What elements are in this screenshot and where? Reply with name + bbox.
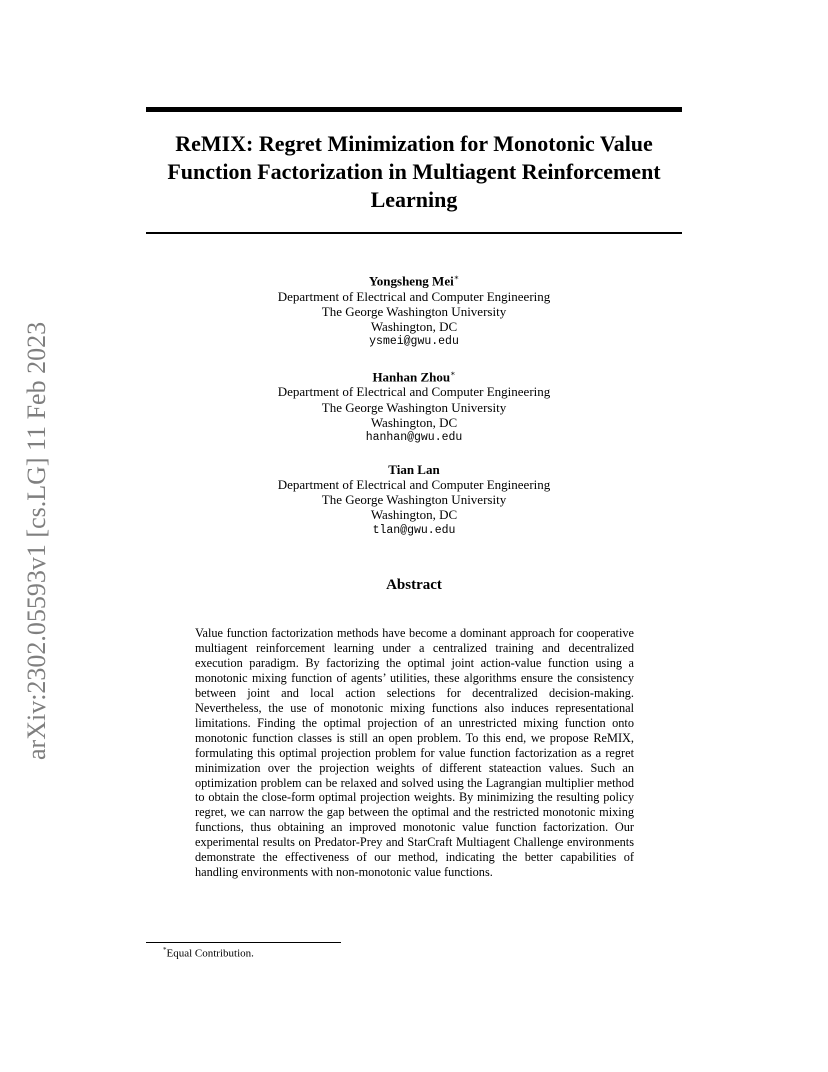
footnote-marker: * bbox=[163, 946, 167, 954]
arxiv-stamp: arXiv:2302.05593v1 [cs.LG] 11 Feb 2023 bbox=[22, 321, 51, 760]
author-entry bbox=[146, 462, 682, 538]
footnote bbox=[163, 946, 254, 960]
title-line: Learning bbox=[370, 187, 458, 212]
equal-contribution-marker: ∗ bbox=[453, 273, 460, 282]
author-university: The George Washington University bbox=[321, 492, 507, 508]
author-location: Washington, DC bbox=[370, 318, 458, 334]
author-name: Hanhan Zhou bbox=[372, 369, 451, 385]
author-entry bbox=[146, 366, 682, 445]
title-line: ReMIX: Regret Minimization for Monotonic Value bbox=[175, 131, 653, 156]
paper-title bbox=[146, 130, 682, 214]
title-top-rule bbox=[146, 107, 682, 112]
abstract-text: Value function factorization methods have become a dominant approach for cooperative multiagent reinforcement learning under a centralized training and decentralized execution paradigm. By factorizing the optimal joint action-value function using a monotonic mixing function of agents’ utilities, these algorithms ensure the consistency between joint and local action selections for decentralized decision-making. Nevertheless, the use of monotonic mixing functions also induces representational limitations. Finding the optimal projection of an unrestricted mixing function onto monotonic function classes is still an open problem. To this end, we propose ReMIX, formulating this optimal projection problem for value function factorization as a regret minimization over the projection weights of different stateaction values. Such an optimization problem can be relaxed and solved using the Lagrangian multiplier method to obtain the close-form optimal projection weights. By minimizing the resulting policy regret, we can narrow the gap between the optimal and the restricted monotonic mixing functions, thus obtaining an improved monotonic value function factorization. Our experimental results on Predator-Prey and StarCraft Multiagent Challenge environments demonstrate the effectiveness of our method, indicating the better capabilities of handling environments with non-monotonic value functions. bbox=[195, 626, 634, 880]
author-email[interactable]: ysmei@gwu.edu bbox=[369, 335, 459, 349]
equal-contribution-marker: ∗ bbox=[450, 368, 456, 378]
author-location: Washington, DC bbox=[370, 507, 458, 523]
title-line: Function Factorization in Multiagent Reinforcement bbox=[167, 159, 661, 184]
author-department: Department of Electrical and Computer Engineering bbox=[277, 477, 551, 493]
author-department: Department of Electrical and Computer Engineering bbox=[277, 288, 551, 304]
title-bottom-rule bbox=[146, 232, 682, 234]
author-email[interactable]: hanhan@gwu.edu bbox=[365, 431, 463, 445]
footnote-text: Equal Contribution. bbox=[166, 947, 254, 960]
abstract-heading: Abstract bbox=[386, 577, 442, 593]
author-location: Washington, DC bbox=[370, 414, 458, 430]
footnote-rule bbox=[146, 942, 341, 943]
author-university: The George Washington University bbox=[321, 399, 507, 415]
author-email[interactable]: tlan@gwu.edu bbox=[372, 523, 456, 537]
author-entry bbox=[146, 270, 682, 349]
author-name: Tian Lan bbox=[388, 461, 440, 477]
author-name: Yongsheng Mei bbox=[368, 273, 454, 289]
author-university: The George Washington University bbox=[321, 303, 507, 319]
author-department: Department of Electrical and Computer Engineering bbox=[277, 384, 551, 400]
author-block bbox=[146, 270, 682, 554]
